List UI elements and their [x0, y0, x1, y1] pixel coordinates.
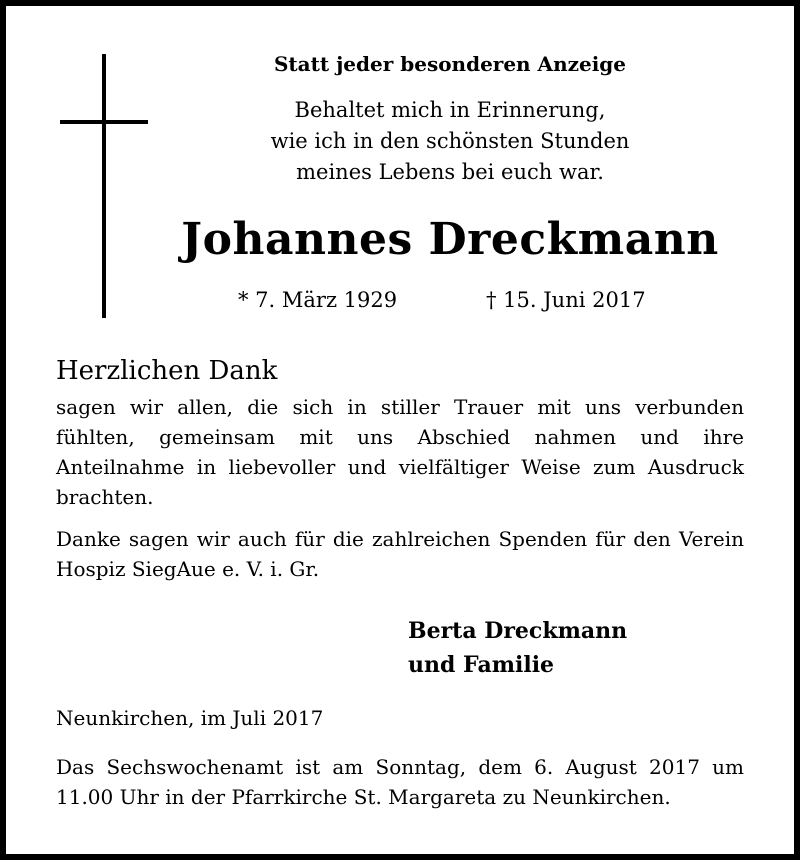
place-date: Neunkirchen, im Juli 2017 — [56, 706, 324, 730]
deceased-name: Johannes Dreckmann — [181, 214, 719, 265]
death-date: † 15. Juni 2017 — [486, 288, 646, 312]
birth-date: * 7. März 1929 — [238, 288, 398, 312]
cross-vertical-bar — [102, 54, 106, 318]
motto-line: Behaltet mich in Erinnerung, — [294, 98, 606, 122]
notice-header: Statt jeder besonderen Anzeige — [273, 52, 627, 76]
signature-line: und Familie — [408, 652, 555, 678]
signature — [408, 614, 627, 682]
thanks-paragraph: sagen wir allen, die sich in stiller Trauer mit uns verbunden fühlten, gemeinsam mit uns Abschied nahmen und ihre Anteilnahme in liebevoller und vielfältiger Weise zum Ausdruck brachten. — [56, 395, 744, 509]
mass-announcement: Das Sechswochenamt ist am Sonntag, dem 6. August 2017 um 11.00 Uhr in der Pfarrkirche St. Margareta zu Neunkirchen. — [56, 755, 744, 809]
donation-paragraph: Danke sagen wir auch für die zahlreichen Spenden für den Verein Hospiz SiegAue e. V. i. Gr. — [56, 527, 744, 581]
motto — [176, 95, 724, 188]
thanks-title: Herzlichen Dank — [56, 356, 278, 386]
motto-line: wie ich in den schönsten Stunden — [270, 129, 630, 153]
motto-line: meines Lebens bei euch war. — [296, 160, 604, 184]
cross-horizontal-bar — [60, 120, 148, 124]
signature-line: Berta Dreckmann — [408, 618, 628, 644]
